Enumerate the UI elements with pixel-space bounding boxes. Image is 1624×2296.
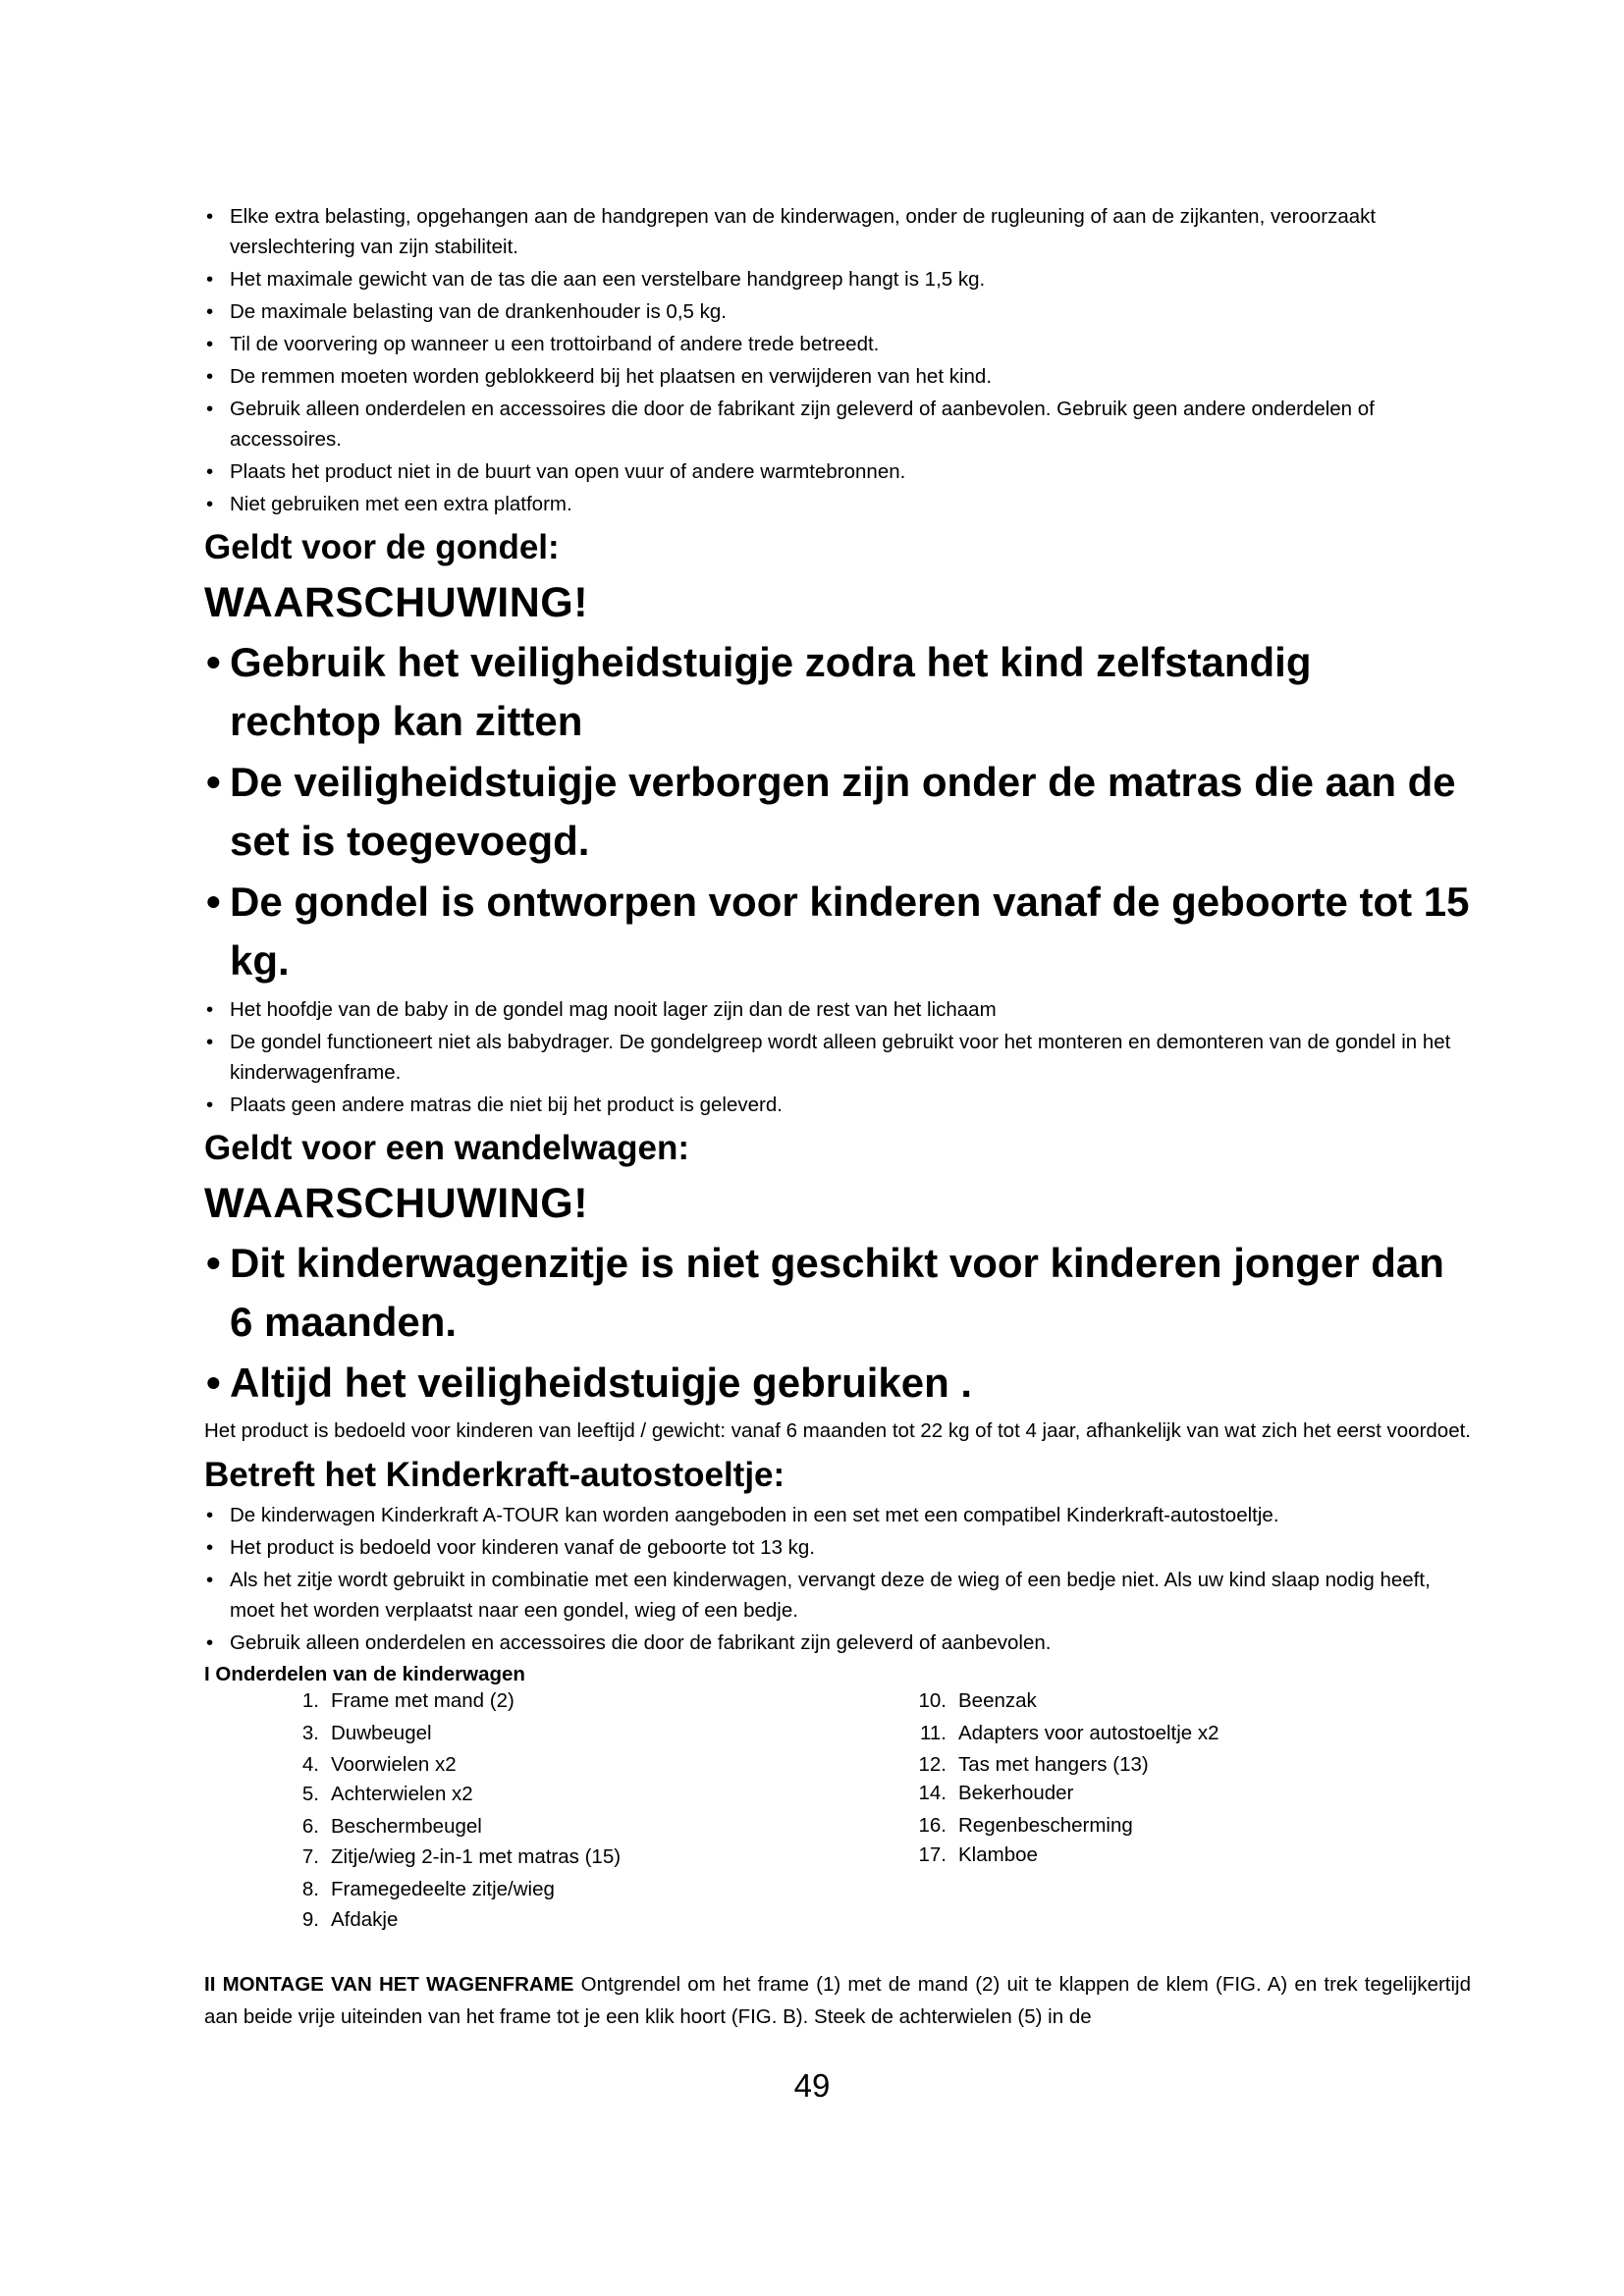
parts-item: 14. Bekerhouder xyxy=(918,1782,1074,1804)
list-item: • Dit kinderwagenzitje is niet geschikt voor kinderen jonger dan 6 maanden. xyxy=(204,1234,1471,1352)
list-item: • De remmen moeten worden geblokkeerd bij het plaatsen en verwijderen van het kind. xyxy=(204,361,1471,392)
list-item: • Plaats het product niet in de buurt van open vuur of andere warmtebronnen. xyxy=(204,456,1471,487)
autostoeltje-heading: Betreft het Kinderkraft-autostoeltje: xyxy=(204,1456,785,1494)
wandelwagen-warning-heading: WAARSCHUWING! xyxy=(204,1180,589,1227)
gondel-warning-heading: WAARSCHUWING! xyxy=(204,579,589,626)
gondel-warning-list xyxy=(204,633,1471,990)
list-item: • Niet gebruiken met een extra platform. xyxy=(204,489,1471,519)
parts-item: 5. Achterwielen x2 xyxy=(301,1783,473,1805)
list-item: • De kinderwagen Kinderkraft A-TOUR kan worden aangeboden in een set met een compatibel Kinderkraft-autostoeltje. xyxy=(204,1500,1471,1530)
parts-item: 1. Frame met mand (2) xyxy=(301,1689,514,1712)
page-number: 49 xyxy=(793,2067,831,2104)
list-item: • Gebruik alleen onderdelen en accessoires die door de fabrikant zijn geleverd of aanbevolen. Gebruik geen andere onderdelen of accessoires. xyxy=(204,394,1471,454)
parts-title: I Onderdelen van de kinderwagen xyxy=(204,1663,525,1685)
list-item: • De gondel is ontworpen voor kinderen vanaf de geboorte tot 15 kg. xyxy=(204,873,1471,990)
list-item: • Het hoofdje van de baby in de gondel mag nooit lager zijn dan de rest van het lichaam xyxy=(204,994,1471,1025)
list-item: • De veiligheidstuigje verborgen zijn onder de matras die aan de set is toegevoegd. xyxy=(204,753,1471,871)
montage-paragraph xyxy=(204,1968,1471,2033)
wandelwagen-warning-list xyxy=(204,1234,1471,1413)
parts-item: 7. Zitje/wieg 2-in-1 met matras (15) xyxy=(301,1845,622,1868)
list-item: • Elke extra belasting, opgehangen aan de handgrepen van de kinderwagen, onder de rugleuning of aan de zijkanten, veroorzaakt verslechtering van zijn stabiliteit. xyxy=(204,201,1471,262)
list-item: • Til de voorvering op wanneer u een trottoirband of andere trede betreedt. xyxy=(204,329,1471,359)
gondel-bullet-list xyxy=(204,994,1471,1120)
autostoeltje-bullet-list xyxy=(204,1500,1471,1658)
parts-item: 17. Klamboe xyxy=(918,1843,1038,1866)
list-item: • Altijd het veiligheidstuigje gebruiken . xyxy=(204,1354,1471,1413)
wandelwagen-paragraph: Het product is bedoeld voor kinderen van leeftijd / gewicht: vanaf 6 maanden tot 22 kg of tot 4 jaar, afhankelijk van wat zich het eerst voordoet. xyxy=(204,1419,1471,1442)
list-item: • Als het zitje wordt gebruikt in combinatie met een kinderwagen, vervangt deze de wieg of een bedje niet. Als uw kind slaap nodig heeft, moet het worden verplaatst naar een gondel, wieg of een bedje. xyxy=(204,1565,1471,1626)
intro-bullet-list xyxy=(204,201,1471,519)
list-item: • Het maximale gewicht van de tas die aan een verstelbare handgreep hangt is 1,5 kg. xyxy=(204,264,1471,294)
parts-item: 8. Framegedeelte zitje/wieg xyxy=(301,1878,555,1900)
parts-item: 9. Afdakje xyxy=(301,1908,399,1931)
wandelwagen-heading: Geldt voor een wandelwagen: xyxy=(204,1129,689,1167)
list-item: • Gebruik alleen onderdelen en accessoires die door de fabrikant zijn geleverd of aanbevolen. xyxy=(204,1628,1471,1658)
list-item: • Het product is bedoeld voor kinderen vanaf de geboorte tot 13 kg. xyxy=(204,1532,1471,1563)
parts-item: 3. Duwbeugel xyxy=(301,1722,432,1744)
list-item: • De maximale belasting van de drankenhouder is 0,5 kg. xyxy=(204,296,1471,327)
parts-item: 16. Regenbescherming xyxy=(918,1814,1133,1837)
parts-item: 11. Adapters voor autostoeltje x2 xyxy=(920,1722,1219,1744)
montage-title: II MONTAGE VAN HET WAGENFRAME xyxy=(204,1973,574,1996)
parts-item: 10. Beenzak xyxy=(918,1689,1037,1712)
parts-item: 12. Tas met hangers (13) xyxy=(918,1753,1149,1776)
list-item: • Gebruik het veiligheidstuigje zodra het kind zelfstandig rechtop kan zitten xyxy=(204,633,1471,751)
list-item: • De gondel functioneert niet als babydrager. De gondelgreep wordt alleen gebruikt voor het monteren en demonteren van de gondel in het kinderwagenframe. xyxy=(204,1027,1471,1088)
montage-text: Ontgrendel om het frame (1) met de mand (2) uit te klappen de klem (FIG. A) en trek tegelijkertijd aan beide vrije uiteinden van het frame tot je een klik hoort (FIG. B). Steek de achterwielen (5) in de xyxy=(204,1973,1472,2028)
gondel-heading: Geldt voor de gondel: xyxy=(204,528,560,566)
parts-list xyxy=(204,1689,1471,1937)
parts-item: 6. Beschermbeugel xyxy=(301,1815,482,1838)
list-item: • Plaats geen andere matras die niet bij het product is geleverd. xyxy=(204,1090,1471,1120)
document-page xyxy=(204,201,1471,2033)
parts-item: 4. Voorwielen x2 xyxy=(301,1753,457,1776)
